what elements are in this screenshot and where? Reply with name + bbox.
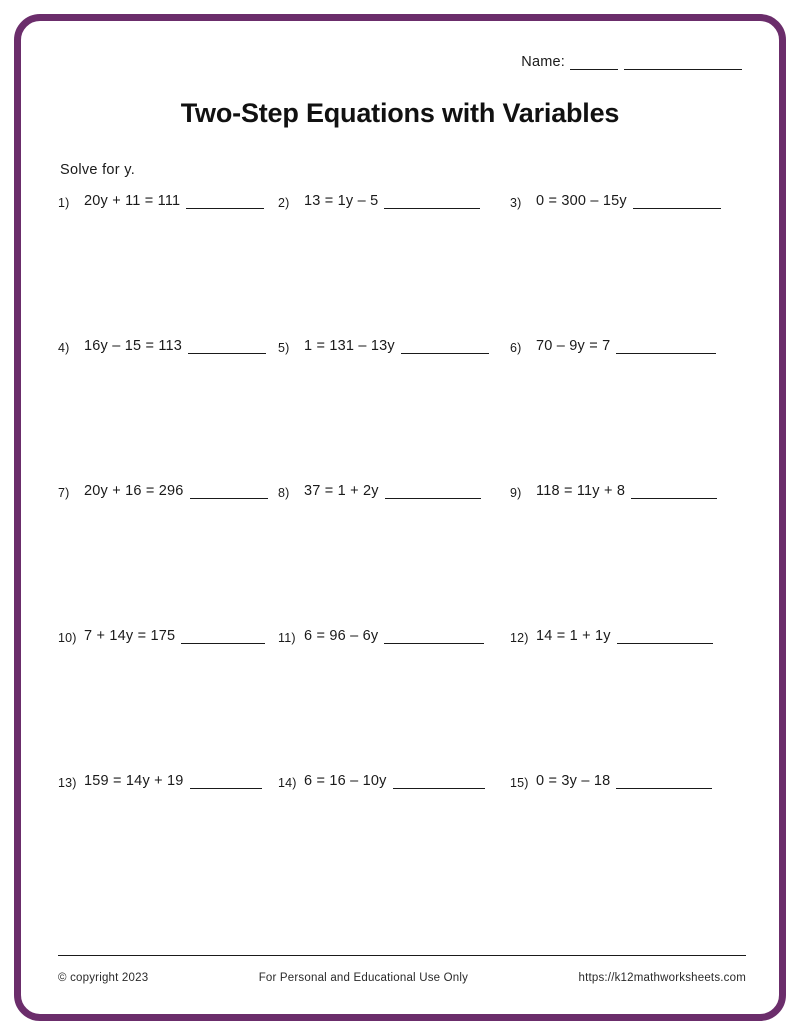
problem-row [40,338,760,483]
answer-line[interactable] [393,773,485,789]
problem-row [40,483,760,628]
problem-item-8 [272,483,504,628]
problem-item-1 [40,193,272,338]
answer-line[interactable] [188,338,266,354]
problem-equation [536,338,716,354]
problem-equation [304,773,485,789]
equation-text: 13 = 1y – 5 [304,193,379,209]
problem-equation [84,483,268,499]
problem-item-5 [272,338,504,483]
answer-line[interactable] [181,628,265,644]
equation-text: 0 = 3y – 18 [536,773,611,789]
problem-number: 7) [58,486,70,500]
problem-item-10 [40,628,272,773]
problem-equation [304,483,481,499]
name-field-row [521,54,742,70]
equation-text: 159 = 14y + 19 [84,773,184,789]
problem-number: 3) [510,196,522,210]
problem-equation [84,773,262,789]
problem-item-12 [504,628,760,773]
problem-row [40,193,760,338]
footer-copyright: © copyright 2023 [58,972,149,984]
answer-line[interactable] [616,773,712,789]
problem-equation [84,193,264,209]
problem-item-4 [40,338,272,483]
problem-equation [304,338,489,354]
equation-text: 6 = 16 – 10y [304,773,387,789]
equation-text: 6 = 96 – 6y [304,628,379,644]
answer-line[interactable] [633,193,721,209]
answer-line[interactable] [384,628,484,644]
problem-row [40,628,760,773]
equation-text: 1 = 131 – 13y [304,338,395,354]
problem-number: 2) [278,196,290,210]
problem-number: 6) [510,341,522,355]
problem-item-14 [272,773,504,918]
problem-equation [536,483,717,499]
problem-number: 12) [510,631,529,645]
answer-line[interactable] [384,193,480,209]
problem-equation [536,628,713,644]
problem-number: 14) [278,776,297,790]
problem-item-3 [504,193,760,338]
problem-number: 10) [58,631,77,645]
problem-item-11 [272,628,504,773]
answer-line[interactable] [631,483,717,499]
answer-line[interactable] [186,193,264,209]
equation-text: 20y + 16 = 296 [84,483,184,499]
problem-number: 4) [58,341,70,355]
equation-text: 70 – 9y = 7 [536,338,611,354]
equation-text: 118 = 11y + 8 [536,483,626,499]
name-input-line-first[interactable] [570,56,618,70]
answer-line[interactable] [616,338,716,354]
answer-line[interactable] [385,483,481,499]
problem-number: 9) [510,486,522,500]
problem-item-13 [40,773,272,918]
equation-text: 7 + 14y = 175 [84,628,176,644]
answer-line[interactable] [617,628,713,644]
problem-item-2 [272,193,504,338]
footer-website: https://k12mathworksheets.com [578,972,746,984]
equation-text: 20y + 11 = 111 [84,193,181,209]
problem-equation [84,628,265,644]
problem-item-9 [504,483,760,628]
problem-equation [304,628,484,644]
name-input-line-second[interactable] [624,56,742,70]
name-label: Name: [521,54,565,70]
footer-divider [58,955,746,956]
problem-equation [536,193,721,209]
footer-usage-note: For Personal and Educational Use Only [258,972,469,984]
equation-text: 0 = 300 – 15y [536,193,627,209]
problem-grid [40,193,760,918]
problem-number: 5) [278,341,290,355]
page-title: Two-Step Equations with Variables [180,98,620,128]
instruction-text: Solve for y. [60,162,136,178]
answer-line[interactable] [401,338,489,354]
equation-text: 16y – 15 = 113 [84,338,183,354]
problem-number: 11) [278,631,296,645]
problem-equation [84,338,266,354]
problem-equation [304,193,480,209]
problem-equation [536,773,712,789]
answer-line[interactable] [190,773,262,789]
problem-row [40,773,760,918]
problem-number: 13) [58,776,77,790]
problem-number: 8) [278,486,290,500]
problem-item-6 [504,338,760,483]
worksheet-content [40,38,760,998]
page-footer [58,972,746,984]
equation-text: 37 = 1 + 2y [304,483,379,499]
problem-number: 15) [510,776,529,790]
problem-item-15 [504,773,760,918]
answer-line[interactable] [190,483,268,499]
problem-item-7 [40,483,272,628]
problem-number: 1) [58,196,70,210]
equation-text: 14 = 1 + 1y [536,628,611,644]
